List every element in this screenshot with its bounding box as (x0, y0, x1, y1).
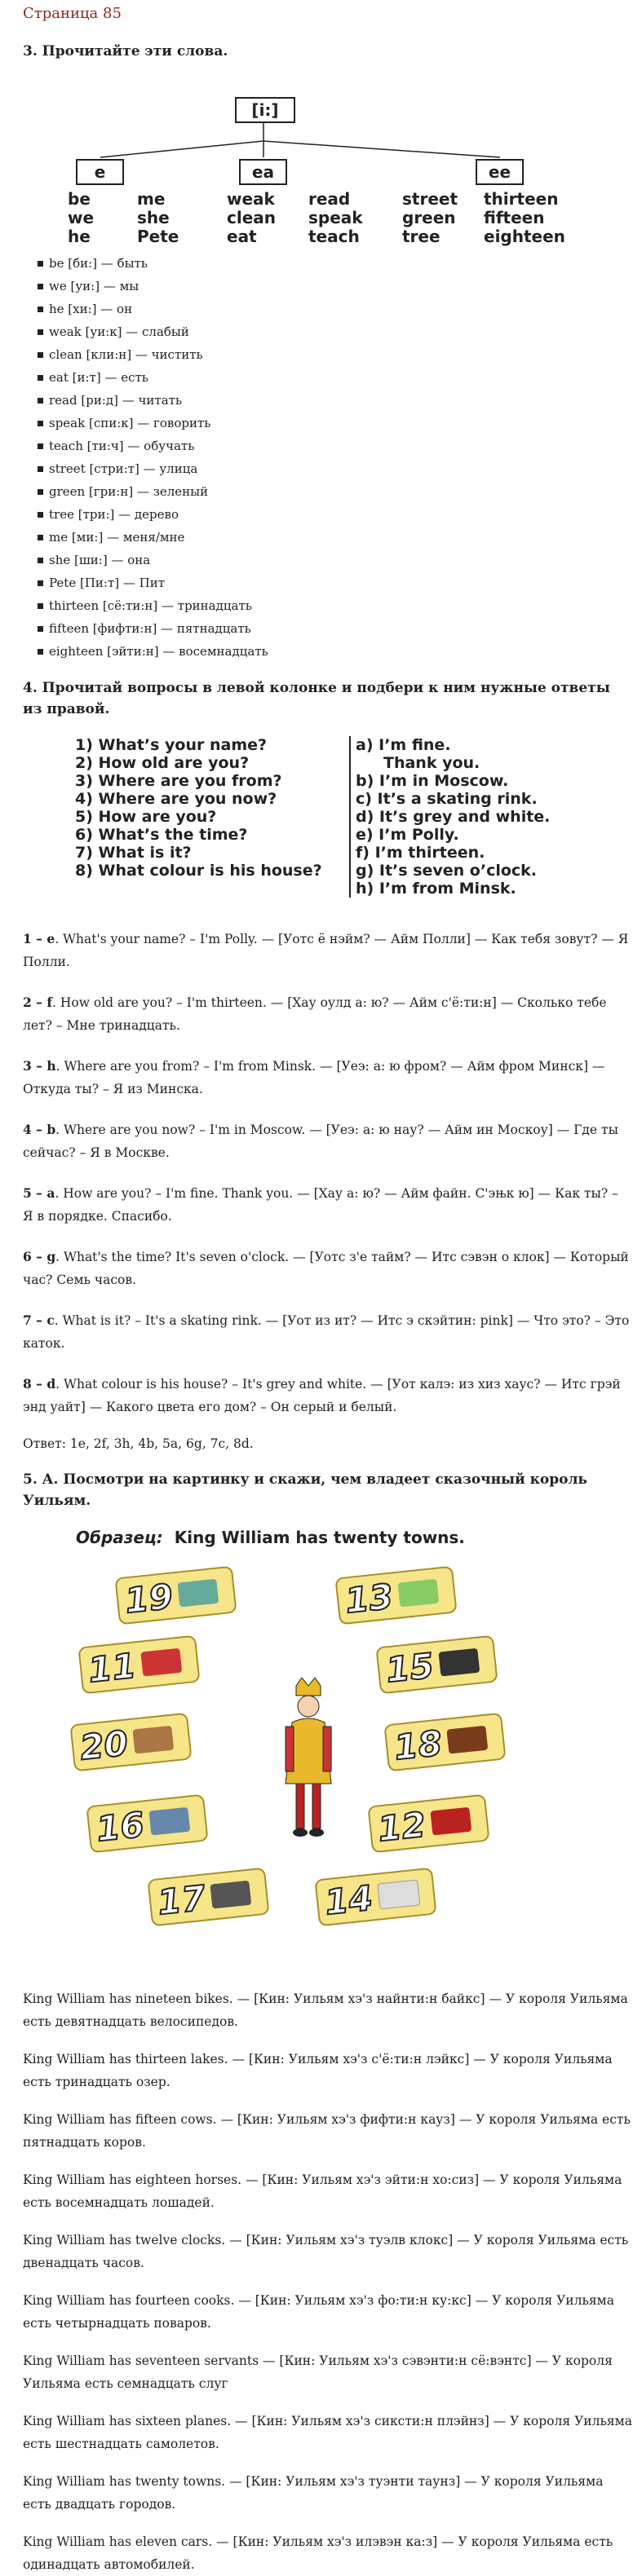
word-list (23, 252, 632, 663)
servant-icon (210, 1881, 252, 1909)
list-item: thirteen [сё:ти:н] — тринадцать (38, 594, 632, 617)
ex4-answers (23, 928, 632, 1418)
list-item: me [ми:] — меня/мне (38, 526, 632, 549)
answers-column: a) I’m fine. Thank you. b) I’m in Moscow. c) It’s a skating rink. d) It’s grey and white. e) I’m Polly. f) I’m thirteen. g) It’s seven o’clock. h) I’m from Minsk. (349, 736, 550, 898)
list-item: speak [спи:к] — говорить (38, 412, 632, 434)
town-icon (133, 1726, 175, 1754)
list-item: be [би:] — быть (38, 252, 632, 275)
col-ee-a: street green tree (402, 189, 458, 246)
list-item: street [стри:т] — улица (38, 457, 632, 480)
list-item: read [ри:д] — читать (38, 389, 632, 412)
ex5-sentences (23, 1987, 632, 2576)
card-15: 15 (375, 1635, 498, 1695)
card-11: 11 (77, 1635, 200, 1695)
col-e-b: me she Pete (137, 189, 179, 246)
list-item: eighteen [эйти:н] — восемнадцать (38, 640, 632, 663)
card-13: 13 (334, 1566, 457, 1625)
plane-icon (149, 1807, 191, 1836)
list-item: tree [три:] — дерево (38, 503, 632, 526)
horse-icon (447, 1726, 489, 1754)
branch-e: e (76, 159, 124, 185)
lake-icon (398, 1579, 440, 1608)
sentence-item: King William has fifteen cows. — [Кин: Уильям хэ'з фифти:н кауз] — У короля Уильяма есть пятнадцать коров. (23, 2112, 631, 2150)
ex3-title: 3. Прочитайте эти слова. (23, 43, 228, 60)
card-20: 20 (69, 1713, 192, 1772)
answer-item: 8 – d. What colour is his house? – It's grey and white. — [Уот калэ: из хиз хаус? — Итс грэй энд уайт] — Какого цвета его дом? – Он серый и белый. (23, 1376, 621, 1414)
page-link[interactable]: Страница 85 (23, 5, 122, 22)
col-e-a: be we he (68, 189, 95, 246)
branch-ea: ea (239, 159, 287, 185)
cook-icon (378, 1879, 421, 1909)
page (0, 5, 642, 2576)
sentence-item: King William has seventeen servants — [Кин: Уильям хэ'з сэвэнти:н сё:вэнтс] — У короля Уильяма есть семнадцать слуг (23, 2353, 613, 2391)
list-item: she [ши:] — она (38, 549, 632, 571)
clock-icon (431, 1807, 472, 1836)
sample-line: Образец: King William has twenty towns. (76, 1528, 465, 1547)
card-12: 12 (367, 1794, 489, 1854)
sentence-item: King William has sixteen planes. — [Кин: Уильям хэ'з сиксти:н плэйнз] — У короля Уильяма есть шестнадцать самолетов. (23, 2414, 632, 2451)
car-icon (141, 1648, 183, 1677)
ex5-title: 5. А. Посмотри на картинку и скажи, чем владеет сказочный король Уильям. (23, 1471, 587, 1509)
bike-icon (178, 1579, 219, 1608)
answer-item: 6 – g. What's the time? It's seven o'clock. — [Уотс з'е тайм? — Итс сэвэн о клок] — Который час? Семь часов. (23, 1249, 629, 1287)
questions-column: 1) What’s your name? 2) How old are you? 3) Where are you from? 4) Where are you now? 5) How are you? 6) What’s the time? 7) What is it? 8) What colour is his house? (75, 736, 322, 880)
sentence-item: King William has eleven cars. — [Кин: Уильям хэ'з илэвэн ка:з] — У короля Уильяма есть одинадцать автомобилей. (23, 2534, 613, 2572)
list-item: clean [кли:н] — чистить (38, 343, 632, 366)
list-item: green [гри:н] — зеленый (38, 480, 632, 503)
card-17: 17 (147, 1868, 269, 1927)
sentence-item: King William has eighteen horses. — [Кин: Уильям хэ'з эйти:н хо:сиз] — У короля Уильяма есть восемнадцать лошадей. (23, 2172, 622, 2210)
list-item: weak [уи:к] — слабый (38, 320, 632, 343)
sentence-item: King William has nineteen bikes. — [Кин: Уильям хэ'з найнти:н байкс] — У короля Уильяма есть девятнадцать велосипедов. (23, 1992, 628, 2029)
phonics-tree (68, 76, 594, 247)
list-item: eat [и:т] — есть (38, 366, 632, 389)
answer-item: 1 – e. What's your name? – I'm Polly. — [Уотс ё нэйм? — Айм Полли] — Как тебя зовут? — Я Полли. (23, 931, 629, 969)
answer-item: 7 – c. What is it? – It's a skating rink. — [Уот из ит? — Итс э скэйтин: рink] — Что это? – Это каток. (23, 1312, 630, 1351)
king-illustration (72, 1555, 578, 1963)
col-ea-a: weak clean eat (227, 189, 277, 246)
list-item: fifteen [фифти:н] — пятнадцать (38, 617, 632, 640)
list-item: Pete [Пи:т] — Пит (38, 571, 632, 594)
answer-item: 3 – h. Where are you from? – I'm from Minsk. — [Уеэ: а: ю фром? — Айм фром Минск] — Откуда ты? – Я из Минска. (23, 1058, 605, 1096)
answer-item: 2 – f. How old are you? – I'm thirteen. — [Хау оулд а: ю? — Айм с'ё:ти:н] — Сколько тебе лет? – Мне тринадцать. (23, 995, 607, 1033)
list-item: he [хи:] — он (38, 298, 632, 320)
list-item: teach [ти:ч] — обучать (38, 434, 632, 457)
root-box: [i:] (235, 97, 295, 123)
answer-item: 5 – a. How are you? – I'm fine. Thank you. — [Хау а: ю? — Айм файн. С'эњк ю] — Как ты? – Я в порядке. Спасибо. (23, 1185, 618, 1224)
card-16: 16 (86, 1794, 208, 1854)
sentence-item: King William has twelve clocks. — [Кин: Уильям хэ'з туэлв клокс] — У короля Уильяма есть двенадцать часов. (23, 2233, 629, 2270)
card-19: 19 (114, 1566, 237, 1625)
sentence-item: King William has thirteen lakes. — [Кин: Уильям хэ'з с'ё:ти:н лэйкс] — У короля Уильяма есть тринадцать озер. (23, 2052, 613, 2089)
col-ee-b: thirteen fifteen eighteen (484, 189, 565, 246)
list-item: we [уи:] — мы (38, 275, 632, 298)
branch-ee: ee (476, 159, 524, 185)
card-14: 14 (314, 1868, 436, 1927)
answer-item: 4 – b. Where are you now? – I'm in Moscow. — [Уеэ: а: ю нау? — Айм ин Москоу] — Где ты сейчас? – Я в Москве. (23, 1122, 618, 1160)
ex4-title: 4. Прочитай вопросы в левой колонке и подбери к ним нужные ответы из правой. (23, 680, 610, 717)
card-18: 18 (383, 1713, 506, 1772)
qa-matching (23, 736, 632, 911)
king-icon (268, 1678, 349, 1841)
cow-icon (439, 1648, 480, 1677)
sentence-item: King William has twenty towns. — [Кин: Уильям хэ'з туэнти таунз] — У короля Уильяма есть двадцать городов. (23, 2474, 604, 2512)
sentence-item: King William has fourteen cooks. — [Кин: Уильям хэ'з фо:ти:н ку:кс] — У короля Уильяма есть четырнадцать поваров. (23, 2293, 614, 2331)
final-answer: Ответ: 1e, 2f, 3h, 4b, 5a, 6g, 7c, 8d. (23, 1436, 254, 1451)
col-ea-b: read speak teach (308, 189, 363, 246)
